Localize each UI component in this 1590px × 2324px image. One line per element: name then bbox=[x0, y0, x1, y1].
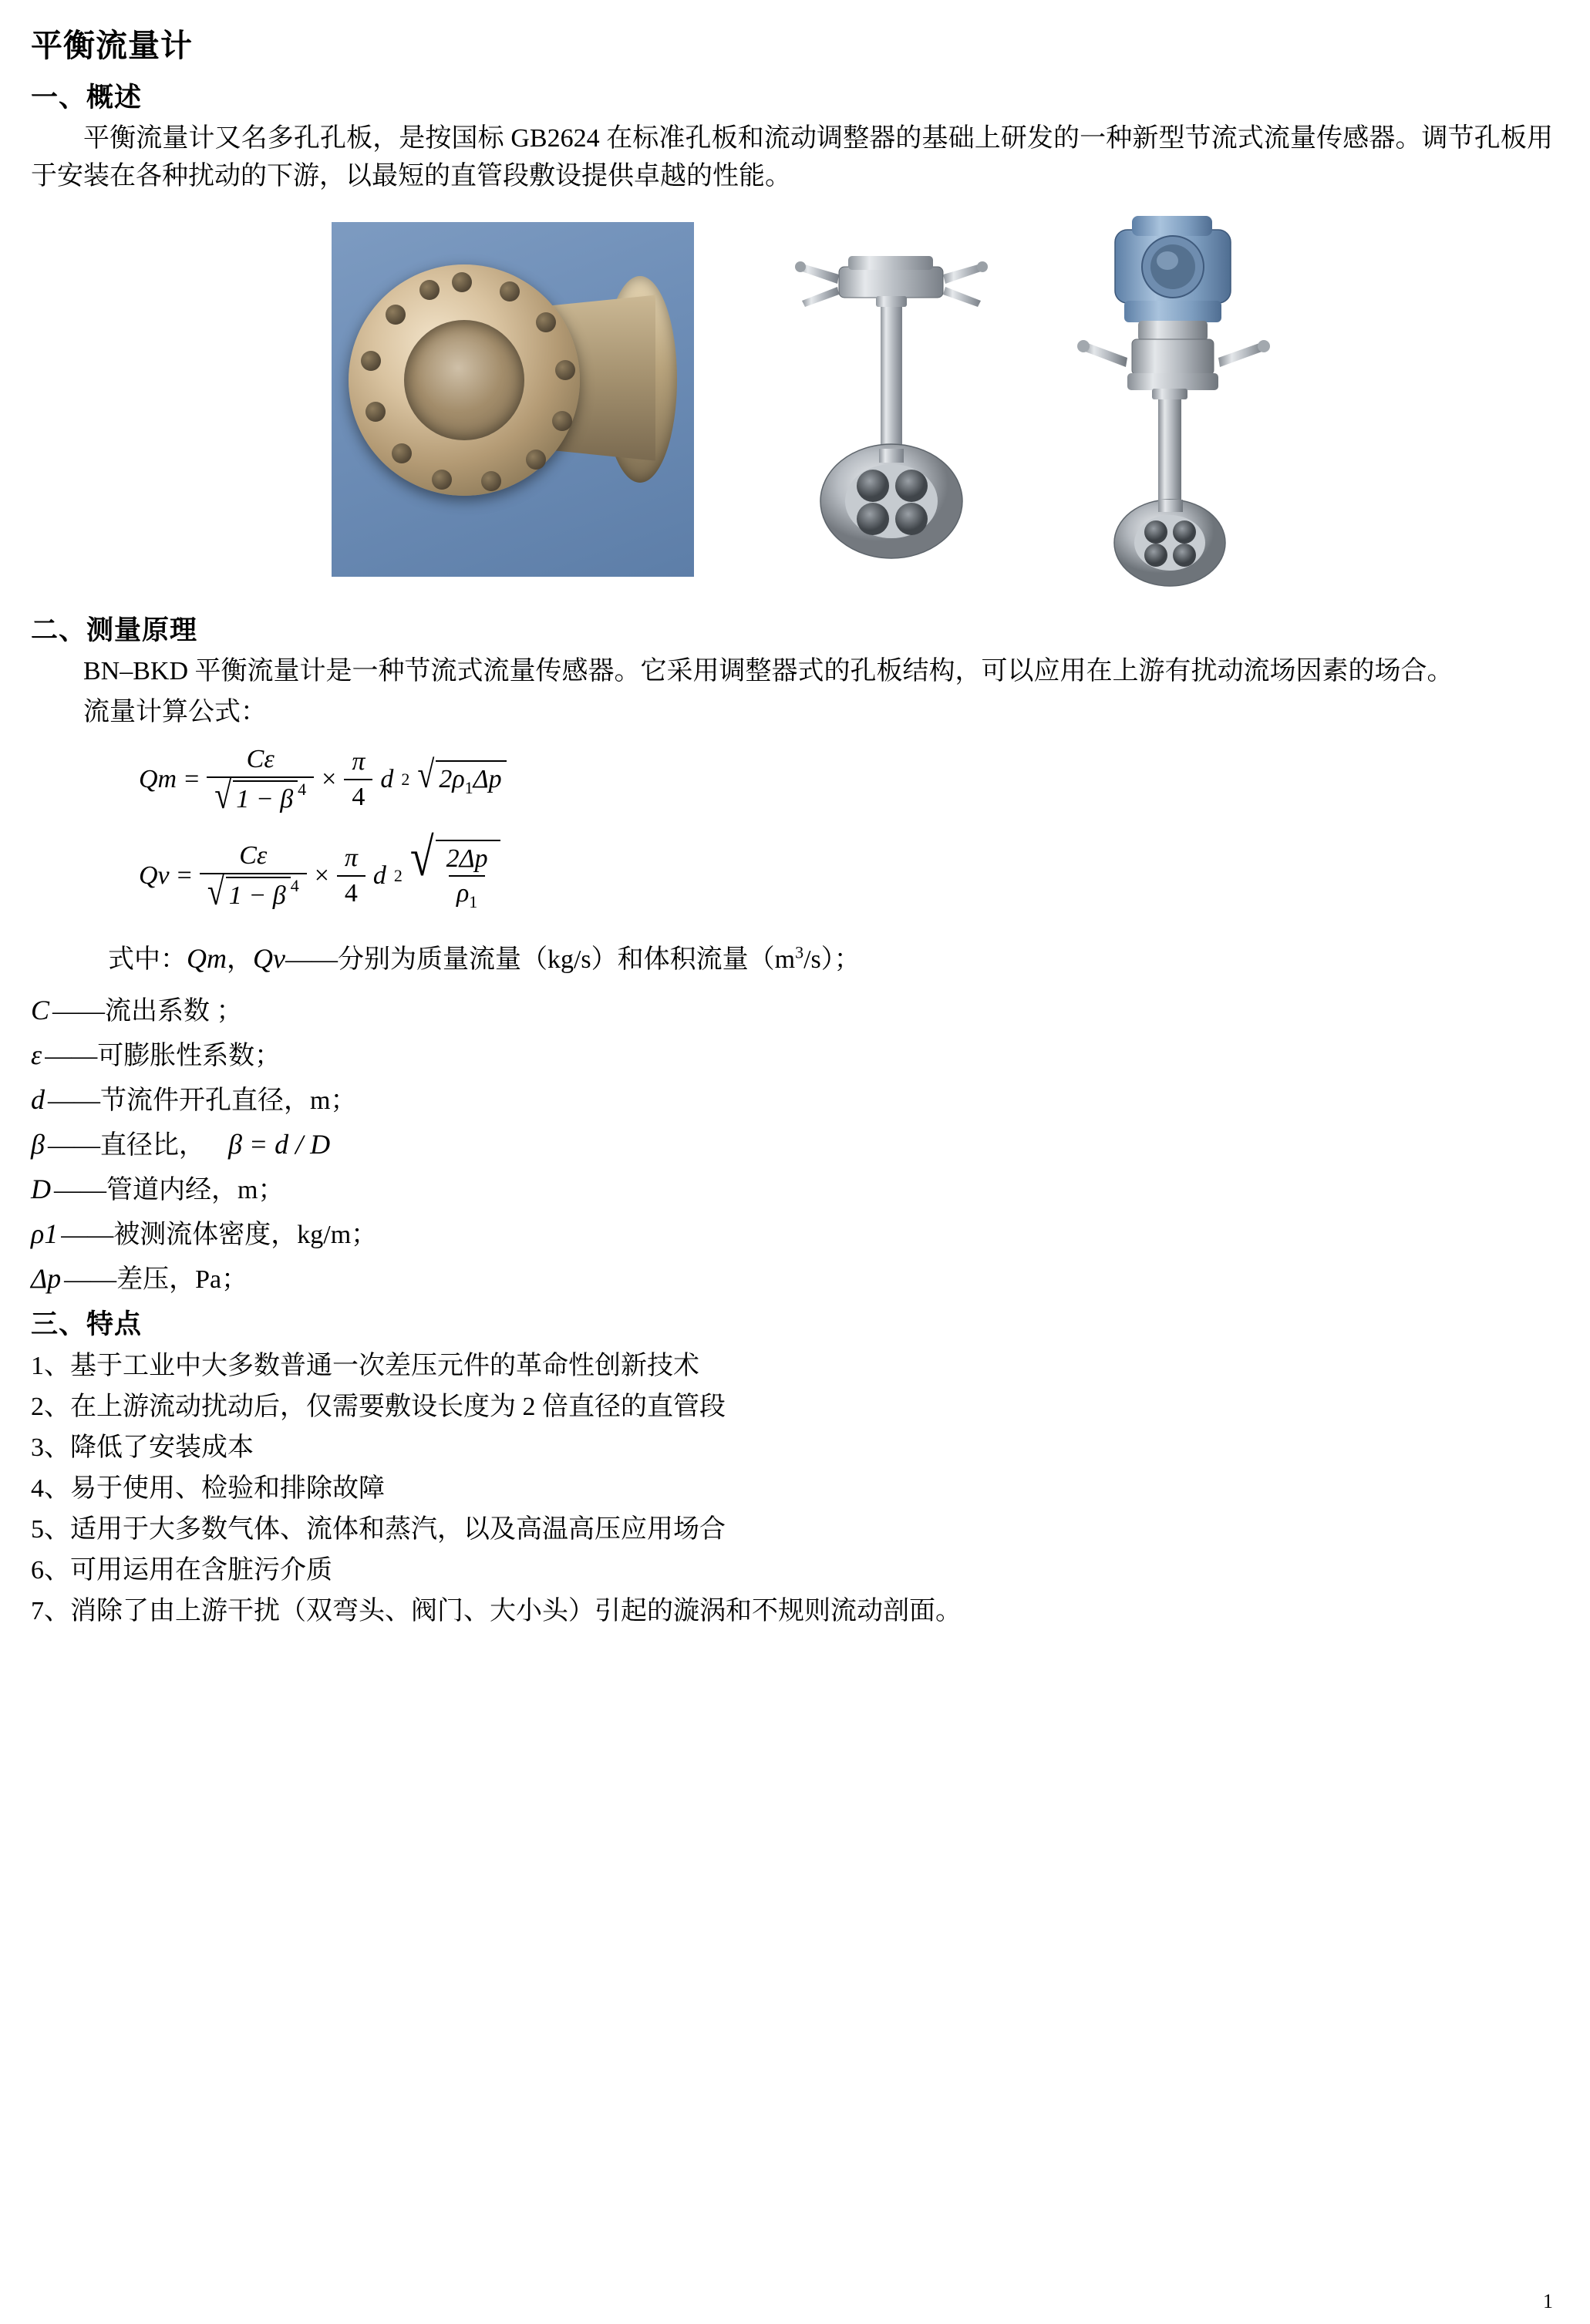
formula-block bbox=[31, 745, 1553, 911]
section-heading-overview: 一、概述 bbox=[31, 83, 143, 113]
symbol-rho: ρ1 bbox=[31, 1218, 59, 1250]
section-heading-features: 三、特点 bbox=[31, 1309, 143, 1341]
formula-qm: Qm = Cε √ 1 − β 4 × $\frac{\pi}{4}$ d 2 √ $2\rho_1\Delta p$ bbox=[31, 745, 1553, 813]
formula-qm-pi-den: 4 bbox=[344, 779, 372, 811]
symbol-definition-delta-p bbox=[31, 1258, 1553, 1295]
formula-qv-times: × bbox=[314, 861, 329, 890]
symbol-d-large: D bbox=[31, 1174, 51, 1205]
formula-qm-radicand-sub: 1 bbox=[464, 777, 473, 797]
formula-qv-denominator: 1 − β bbox=[226, 877, 291, 910]
feature-item-5: 5、适用于大多数气体、流体和蒸汽，以及高温高压应用场合 bbox=[31, 1515, 726, 1544]
where-prefix: 式中： bbox=[108, 945, 187, 975]
symbol-beta-desc: ——直径比， bbox=[47, 1131, 205, 1160]
formula-qv-lhs: Qv bbox=[139, 861, 170, 890]
formula-qv-eq: = bbox=[177, 861, 192, 890]
symbol-d-small-desc: ——节流件开孔直径，m； bbox=[48, 1086, 357, 1116]
feature-item-6: 6、可用运用在含脏污介质 bbox=[31, 1556, 332, 1585]
formula-qm-radicand: 2ρ bbox=[439, 765, 465, 794]
symbol-d-large-desc: ——管道内经，m； bbox=[54, 1176, 285, 1205]
formula-qm-times: × bbox=[322, 764, 337, 793]
formula-qv-d-exp: 2 bbox=[393, 865, 403, 885]
feature-item-4: 4、易于使用、检验和排除故障 bbox=[31, 1474, 385, 1504]
formula-qm-d-exp: 2 bbox=[401, 769, 410, 789]
formula-qv-pi-den: 4 bbox=[337, 875, 365, 908]
formula-qm-den-exp: 4 bbox=[298, 779, 307, 799]
symbol-definition-c bbox=[31, 989, 1553, 1027]
symbol-d-small: d bbox=[31, 1084, 45, 1116]
symbol-definition-d-small bbox=[31, 1079, 1553, 1117]
formula-qv-frac-den-sub: 1 bbox=[469, 892, 478, 912]
where-symbol-qv: Qv bbox=[253, 943, 285, 975]
symbol-definition-epsilon bbox=[31, 1034, 1553, 1072]
symbol-rho-desc: ——被测流体密度，kg/m； bbox=[61, 1221, 378, 1250]
overview-paragraph: 平衡流量计又名多孔孔板，是按国标 GB2624 在标准孔板和流动调整器的基础上研发的一种新型节流式流量传感器。调节孔板用于安装在各种扰动的下游，以最短的直管段敷设提供卓越的性能。 bbox=[31, 124, 1553, 191]
symbol-beta: β bbox=[31, 1129, 45, 1160]
formula-qv-frac-den: ρ bbox=[456, 879, 470, 908]
formula-qm-denominator: 1 − β bbox=[233, 780, 298, 813]
symbol-beta-formula: β = d / D bbox=[227, 1129, 331, 1160]
formula-qm-d: d bbox=[380, 764, 394, 793]
where-comma: ， bbox=[227, 945, 253, 975]
feature-item-7: 7、消除了由上游干扰（双弯头、阀门、大小头）引起的漩涡和不规则流动剖面。 bbox=[31, 1597, 962, 1626]
formula-where-line bbox=[31, 938, 1553, 975]
formula-qv-numerator: Cε bbox=[239, 841, 268, 871]
formula-qv-pi-num: π bbox=[344, 844, 358, 873]
formula-qm-pi-num: π bbox=[352, 747, 365, 776]
formula-qv-den-exp: 4 bbox=[290, 875, 299, 895]
principle-paragraph: BN–BKD 平衡流量计是一种节流式流量传感器。它采用调整器式的孔板结构，可以应用在上游有扰动流场因素的场合。 bbox=[83, 656, 1454, 685]
symbol-c-desc: ——流出系数 ； bbox=[52, 997, 243, 1026]
feature-item-1: 1、基于工业中大多数普通一次差压元件的革命性创新技术 bbox=[31, 1352, 699, 1381]
feature-list bbox=[31, 1346, 1553, 1631]
flowmeter-with-transmitter-photo bbox=[1041, 207, 1319, 592]
symbol-c: C bbox=[31, 995, 50, 1026]
symbol-definition-rho bbox=[31, 1213, 1553, 1251]
where-exponent: 3 bbox=[795, 943, 804, 963]
where-text: ——分别为质量流量（kg/s）和体积流量（m bbox=[285, 945, 796, 975]
product-image-row bbox=[31, 222, 1553, 592]
page-number: 1 bbox=[1543, 2290, 1553, 2312]
section-heading-principle: 二、测量原理 bbox=[31, 615, 198, 646]
symbol-delta-p-desc: ——差压，Pa； bbox=[64, 1265, 248, 1295]
formula-qm-radicand-tail: Δp bbox=[473, 765, 502, 794]
balanced-flowmeter-flange-photo bbox=[332, 222, 694, 577]
formula-qv-frac-num: 2Δp bbox=[446, 844, 488, 873]
formula-qv-d: d bbox=[372, 861, 386, 890]
symbol-epsilon: ε bbox=[31, 1039, 42, 1071]
where-tail: /s）； bbox=[803, 945, 861, 975]
orifice-plate-assembly-photo bbox=[771, 230, 1010, 577]
feature-item-2: 2、在上游流动扰动后，仅需要敷设长度为 2 倍直径的直管段 bbox=[31, 1393, 726, 1422]
where-symbol-qm: Qm bbox=[187, 943, 227, 975]
symbol-definition-d-large bbox=[31, 1168, 1553, 1206]
formula-qm-eq: = bbox=[184, 764, 200, 793]
symbol-delta-p: Δp bbox=[31, 1263, 62, 1295]
formula-qv: Qv = Cε √ 1 − β 4 × $\frac{\pi}{4}$ d 2 √ $\frac{2\Delta p}{\rho_1}$ bbox=[31, 840, 1553, 911]
formula-qm-lhs: Qm bbox=[139, 764, 177, 793]
page-title: 平衡流量计 bbox=[31, 27, 193, 64]
formula-qm-numerator: Cε bbox=[246, 745, 275, 774]
formula-label: 流量计算公式： bbox=[83, 697, 267, 726]
symbol-epsilon-desc: ——可膨胀性系数； bbox=[45, 1042, 281, 1071]
feature-item-3: 3、降低了安装成本 bbox=[31, 1433, 254, 1463]
symbol-definition-beta bbox=[31, 1123, 1553, 1161]
